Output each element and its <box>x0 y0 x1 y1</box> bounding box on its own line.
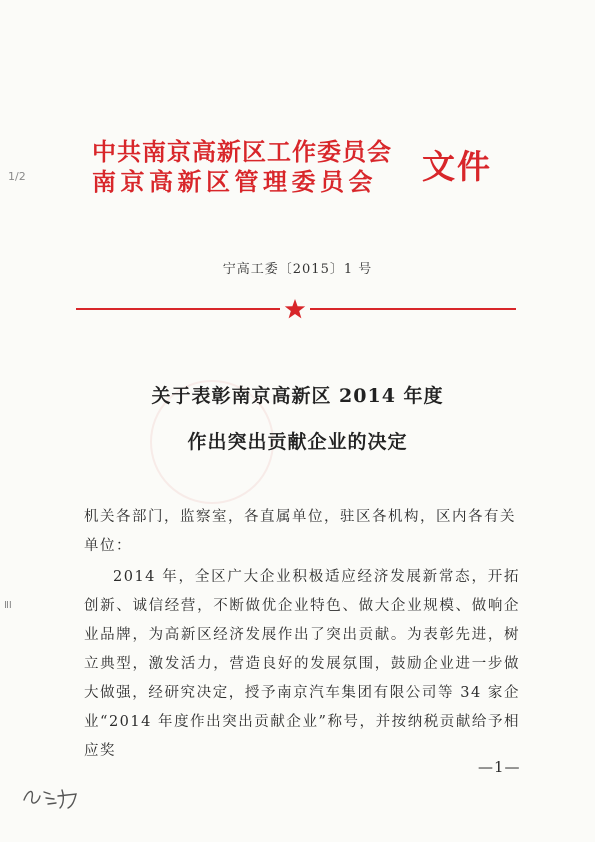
document-title-line-1: 关于表彰南京高新区 2014 年度 <box>151 385 444 407</box>
margin-mark-middle: ⅡⅠ <box>4 600 12 611</box>
issuer-line-admin-committee: 南京高新区管理委员会 <box>92 168 377 196</box>
issuer-header <box>92 138 512 200</box>
page-number: —1— <box>478 758 521 776</box>
document-number: 宁高工委〔2015〕1 号 <box>222 262 373 277</box>
body-paragraph: 2014 年，全区广大企业积极适应经济发展新常态，开拓创新、诚信经营，不断做优企业特色、做大企业规模、做响企业品牌，为高新区经济发展作出了突出贡献。为表彰先进，树立典型，激发活力，营造良好的发展氛围，鼓励企业进一步做大做强，经研究决定，授予南京汽车集团有限公司等 34 家企业“2014 年度作出突出贡献企业”称号，并按纳税贡献给予相应奖 <box>84 569 520 759</box>
red-rule-left <box>76 308 280 310</box>
handwritten-signature <box>20 782 100 812</box>
red-rule-right <box>310 308 516 310</box>
margin-mark-top: 1/2 <box>8 170 26 183</box>
addressee: 机关各部门，监察室，各直属单位，驻区各机构，区内各有关单位： <box>84 509 516 554</box>
document-type-label: 文件 <box>422 147 492 186</box>
red-star-icon <box>283 297 307 321</box>
document-title-line-2: 作出突出贡献企业的决定 <box>187 431 408 453</box>
issuer-line-party-committee: 中共南京高新区工作委员会 <box>92 138 392 166</box>
